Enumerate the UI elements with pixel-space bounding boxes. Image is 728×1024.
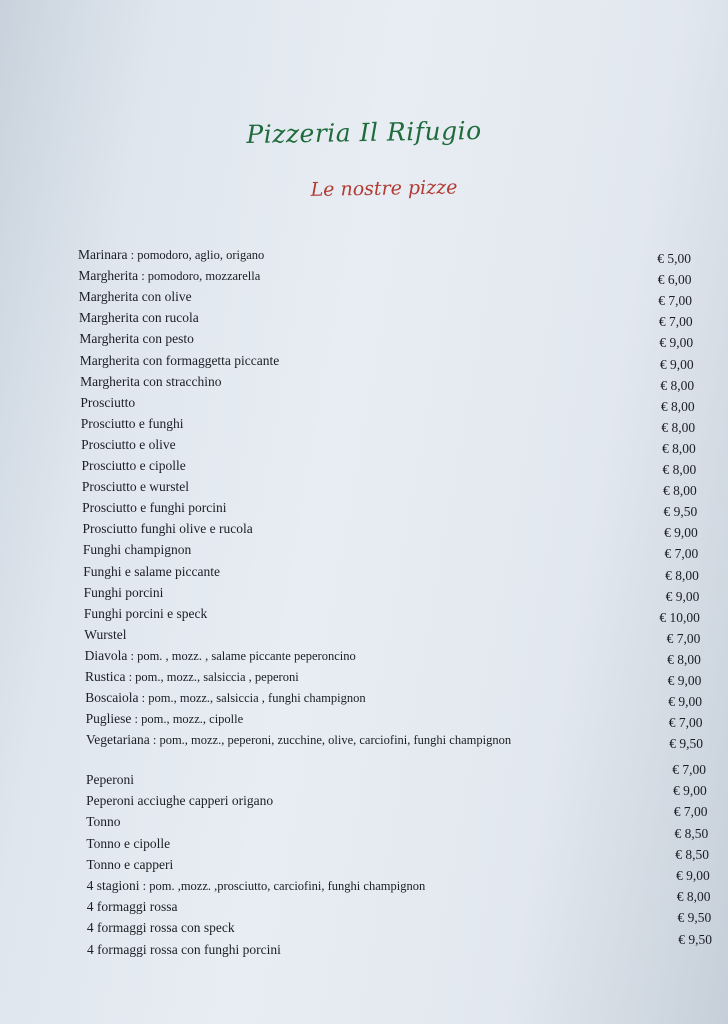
menu-item — [84, 585, 164, 601]
pizza-price: € 8,00 — [662, 483, 697, 499]
pizza-name: Marinara — [78, 247, 128, 262]
menu-item — [81, 416, 184, 432]
menu-item — [83, 542, 191, 558]
menu-item — [81, 458, 185, 474]
menu-item — [82, 479, 189, 495]
pizza-price: € 9,50 — [677, 910, 712, 926]
menu-item — [81, 437, 176, 453]
menu-item — [82, 500, 226, 516]
pizza-name: Margherita con olive — [78, 289, 192, 305]
menu-item — [85, 690, 365, 706]
pizza-name: Boscaiola — [85, 690, 139, 706]
pizza-price: € 8,00 — [661, 419, 696, 435]
pizza-name: Margherita con pesto — [79, 331, 194, 347]
pizza-price: € 9,00 — [676, 868, 710, 883]
pizza-name: 4 formaggi rossa con speck — [86, 920, 235, 936]
pizza-price: € 9,00 — [665, 588, 700, 604]
pizza-price: € 9,00 — [673, 783, 707, 799]
pizza-name: Prosciutto e cipolle — [81, 458, 186, 473]
restaurant-title: Pizzeria Il Rifugio — [246, 115, 482, 150]
pizza-name: Prosciutto e funghi porcini — [82, 500, 227, 516]
pizza-name: Tonno — [86, 814, 121, 830]
pizza-price: € 8,00 — [662, 462, 697, 477]
menu-item — [84, 627, 126, 643]
pizza-price: € 7,00 — [664, 546, 699, 562]
pizza-name: Wurstel — [84, 626, 127, 642]
pizza-price: € 7,00 — [672, 762, 706, 777]
pizza-ingredients: : pom. ,mozz. ,prosciutto, carciofini, funghi champignon — [139, 879, 426, 893]
pizza-price: € 9,00 — [659, 335, 694, 351]
pizza-ingredients: : pom., mozz., cipolle — [131, 712, 244, 727]
menu-item — [84, 606, 207, 622]
pizza-price: € 7,00 — [668, 715, 703, 731]
pizza-name: Tonno e capperi — [86, 856, 174, 872]
pizza-name: Funghi porcini e speck — [83, 605, 208, 621]
menu-item — [83, 521, 253, 537]
pizza-name: Margherita con rucola — [79, 310, 199, 326]
pizza-price: € 8,00 — [661, 440, 696, 456]
pizza-price: € 7,00 — [658, 314, 693, 330]
menu-item — [87, 857, 174, 873]
pizza-price: € 9,00 — [667, 673, 702, 688]
pizza-price: € 5,00 — [657, 251, 691, 266]
menu-item — [86, 814, 120, 830]
menu-item — [87, 878, 426, 894]
pizza-price: € 8,00 — [660, 377, 695, 393]
menu-item — [86, 793, 273, 809]
pizza-price: € 9,00 — [659, 356, 694, 372]
pizza-price: € 8,00 — [667, 651, 701, 667]
pizza-name: Vegetariana — [86, 732, 150, 748]
pizza-price: € 10,00 — [659, 609, 700, 625]
menu-item — [86, 772, 134, 788]
menu-item — [83, 564, 220, 580]
pizza-name: 4 formaggi rossa — [86, 899, 178, 915]
menu-item — [87, 899, 178, 915]
pizza-name: Margherita con formaggetta piccante — [79, 352, 280, 368]
pizza-price: € 8,50 — [675, 846, 709, 862]
menu-item — [86, 732, 511, 748]
menu-item — [80, 353, 280, 369]
pizza-name: Funghi e salame piccante — [83, 563, 221, 579]
pizza-name: Prosciutto e wurstel — [81, 479, 190, 495]
pizza-name: Rustica — [84, 669, 126, 684]
pizza-price: € 8,50 — [674, 825, 709, 841]
pizza-price: € 9,00 — [668, 694, 702, 710]
menu-item — [78, 247, 264, 263]
pizza-name: Margherita con stracchino — [80, 373, 222, 389]
pizza-name: Margherita — [78, 268, 139, 284]
pizza-name: Peperoni acciughe capperi origano — [86, 793, 274, 809]
pizza-ingredients: : pom., mozz., salsiccia , funghi champignon — [138, 691, 366, 706]
pizza-ingredients: : pomodoro, aglio, origano — [127, 248, 265, 262]
pizza-price: € 8,00 — [665, 567, 699, 583]
menu-item — [85, 669, 299, 685]
pizza-name: 4 stagioni — [86, 878, 140, 893]
pizza-name: Prosciutto funghi olive e rucola — [82, 521, 253, 537]
menu-item — [87, 942, 281, 958]
pizza-name: Peperoni — [86, 772, 134, 787]
pizza-price: € 9,50 — [678, 931, 712, 947]
pizza-name: Pugliese — [85, 711, 132, 727]
menu-item — [80, 395, 135, 411]
menu-item — [87, 920, 235, 936]
pizza-ingredients: : pom., mozz., salsiccia , peperoni — [125, 670, 299, 684]
pizza-price: € 7,00 — [666, 630, 701, 646]
menu-item — [79, 331, 193, 347]
pizza-name: Funghi champignon — [82, 542, 192, 558]
pizza-name: Tonno e cipolle — [86, 835, 171, 851]
menu-item — [86, 836, 170, 852]
menu-item — [86, 711, 244, 727]
pizza-ingredients: : pom., mozz., peperoni, zucchine, olive, carciofini, funghi champignon — [149, 733, 512, 748]
pizza-price: € 9,00 — [664, 525, 698, 541]
pizza-price: € 9,50 — [669, 736, 703, 752]
pizza-name: 4 formaggi rossa con funghi porcini — [87, 941, 281, 957]
pizza-name: Prosciutto — [80, 394, 136, 410]
pizza-price: € 8,00 — [676, 889, 711, 905]
pizza-name: Diavola — [84, 647, 128, 663]
pizza-price: € 7,00 — [658, 293, 693, 309]
menu-item — [79, 310, 199, 326]
pizza-name: Prosciutto e funghi — [80, 415, 184, 431]
pizza-ingredients: : pomodoro, mozzarella — [138, 269, 261, 284]
pizza-price: € 9,50 — [663, 504, 698, 520]
pizza-name: Funghi porcini — [83, 584, 164, 600]
pizza-name: Prosciutto e olive — [81, 436, 176, 452]
pizza-ingredients: : pom. , mozz. , salame piccante peperoncino — [127, 648, 356, 663]
menu-item — [80, 374, 221, 390]
menu-item — [79, 289, 192, 305]
menu-subtitle: Le nostre pizze — [310, 176, 458, 201]
menu-item — [85, 648, 356, 664]
menu-item — [78, 268, 260, 284]
pizza-price: € 8,00 — [660, 398, 695, 414]
pizza-price: € 6,00 — [657, 272, 692, 288]
pizza-price: € 7,00 — [673, 804, 708, 820]
